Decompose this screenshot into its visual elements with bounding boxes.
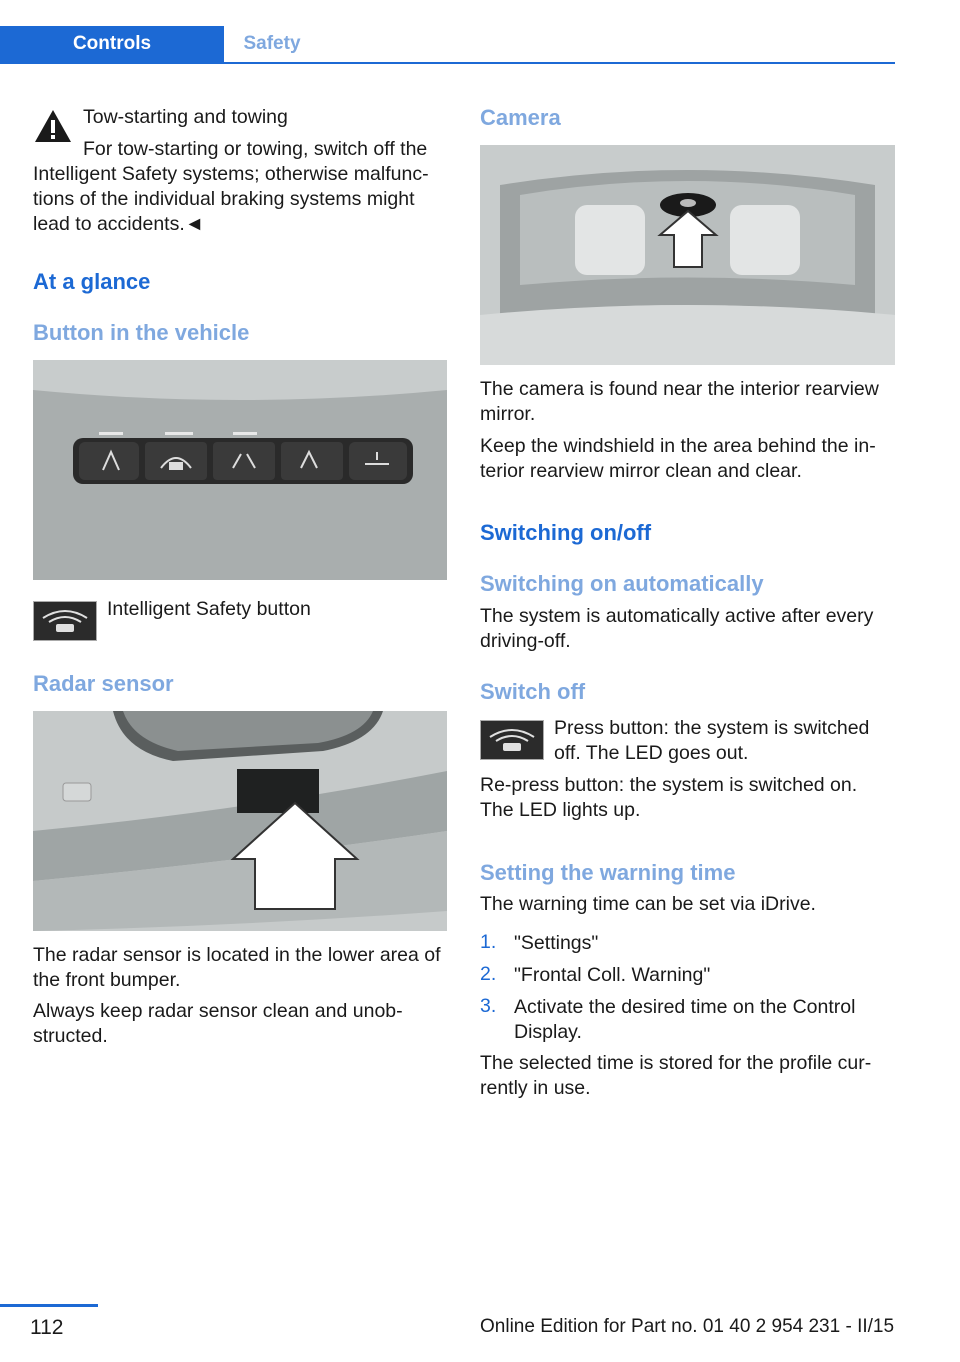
intelligent-safety-button-icon xyxy=(33,601,97,641)
page-number: 112 xyxy=(30,1316,64,1339)
step-number: 2. xyxy=(480,963,497,985)
radar-sensor-image xyxy=(33,711,447,931)
radar-text-2: Always keep radar sensor clean and unob-structed. xyxy=(33,1000,403,1047)
step-text: "Frontal Coll. Warning" xyxy=(514,964,711,986)
edition-text: Online Edition for Part no. 01 40 2 954 231 - II/15 xyxy=(480,1316,895,1337)
camera-image xyxy=(480,145,895,365)
radar-text-1: The radar sensor is located in the lower area of the front bumper. xyxy=(33,944,441,991)
camera-text-1: The camera is found near the interior rearview mirror. xyxy=(480,378,879,425)
heading-radar-sensor: Radar sensor xyxy=(33,671,174,696)
warning-time-text: The warning time can be set via iDrive. xyxy=(480,893,816,915)
heading-camera: Camera xyxy=(480,105,561,130)
heading-at-a-glance: At a glance xyxy=(33,269,151,294)
warning-title: Tow-starting and towing xyxy=(83,106,288,128)
heading-switching-on-off: Switching on/off xyxy=(480,520,652,545)
button-panel-image xyxy=(33,360,447,580)
switch-off-text: Press button: the system is switched off. The LED goes out. xyxy=(554,717,870,764)
footer-rule xyxy=(0,1304,98,1307)
heading-switch-off: Switch off xyxy=(480,679,586,704)
step-text: "Settings" xyxy=(514,932,599,954)
step-text: Activate the desired time on the Control Display. xyxy=(514,996,856,1043)
stored-text: The selected time is stored for the profile cur-rently in use. xyxy=(480,1052,872,1099)
auto-text: The system is automatically active after every driving-off. xyxy=(480,605,874,652)
warning-text: For tow-starting or towing, switch off the Intelligent Safety systems; otherwise malfunc-tions of the individual braking systems might lead to accidents.◄ xyxy=(33,138,429,235)
step-number: 3. xyxy=(480,995,497,1017)
header-bar xyxy=(0,26,895,64)
tab-controls[interactable]: Controls xyxy=(0,26,224,62)
heading-setting-warning-time: Setting the warning time xyxy=(480,860,736,885)
repress-text: Re-press button: the system is switched on. The LED lights up. xyxy=(480,774,858,821)
intelligent-safety-caption: Intelligent Safety button xyxy=(107,598,311,620)
switch-off-button-icon xyxy=(480,720,544,760)
heading-button-in-vehicle: Button in the vehicle xyxy=(33,320,250,345)
step-number: 1. xyxy=(480,931,497,953)
camera-text-2: Keep the windshield in the area behind the in-terior rearview mirror clean and clear. xyxy=(480,435,876,482)
heading-switching-on-automatically: Switching on automatically xyxy=(480,571,764,596)
tab-safety[interactable]: Safety xyxy=(243,33,301,54)
